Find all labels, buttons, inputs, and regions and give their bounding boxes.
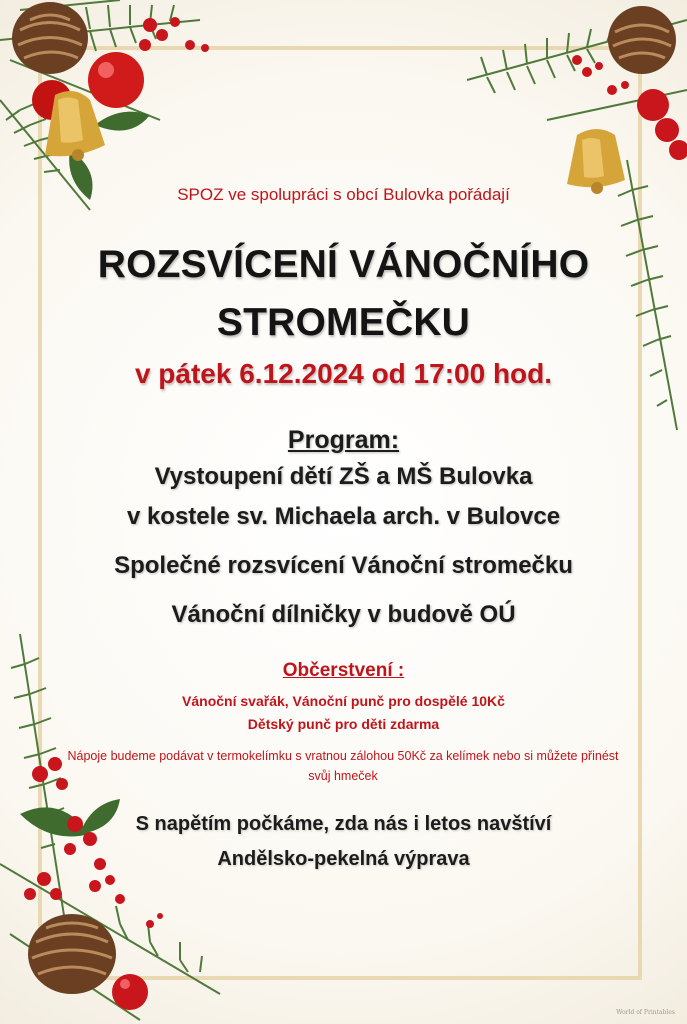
red-berries-icon	[139, 17, 209, 52]
program-heading: Program:	[287, 426, 400, 454]
pinecone-icon	[12, 2, 88, 74]
closing-line: Andělsko-pekelná výprava	[217, 848, 470, 870]
closing-line: S napětím počkáme, zda nás i letos navštíví	[135, 813, 552, 835]
program-item: v kostele sv. Michaela arch. v Bulovce	[126, 503, 561, 530]
event-title	[0, 236, 687, 352]
program-item: Vánoční dílničky v budově OÚ	[171, 601, 516, 628]
pinecone-icon	[28, 914, 116, 994]
program-item: Vystoupení dětí ZŠ a MŠ Bulovka	[154, 463, 533, 490]
event-date: v pátek 6.12.2024 od 17:00 hod.	[134, 358, 553, 389]
red-ornament-icon	[112, 974, 148, 1010]
title-line-2: STROMEČKU	[216, 301, 471, 344]
cup-deposit-note: Nápoje budeme podávat v termokelímku s vratnou zálohou 50Kč za kelímek nebo si můžete přinést svůj hmeček	[67, 749, 619, 783]
program-item: Společné rozsvícení Vánoční stromečku	[114, 552, 573, 579]
refreshment-line: Vánoční svařák, Vánoční punč pro dospělé 10Kč	[182, 693, 505, 709]
credit-watermark: World of Printables	[616, 1009, 675, 1016]
pinecone-icon	[608, 6, 676, 74]
organizer-subtitle: SPOZ ve spolupráci s obcí Bulovka pořádají	[177, 185, 510, 204]
red-ornament-icon	[637, 89, 687, 160]
refreshment-line: Dětský punč pro děti zdarma	[247, 716, 440, 732]
refreshment-heading: Občerstvení :	[282, 660, 405, 681]
gold-bell-icon	[45, 91, 105, 161]
title-line-1: ROZSVÍCENÍ VÁNOČNÍHO	[97, 243, 590, 286]
